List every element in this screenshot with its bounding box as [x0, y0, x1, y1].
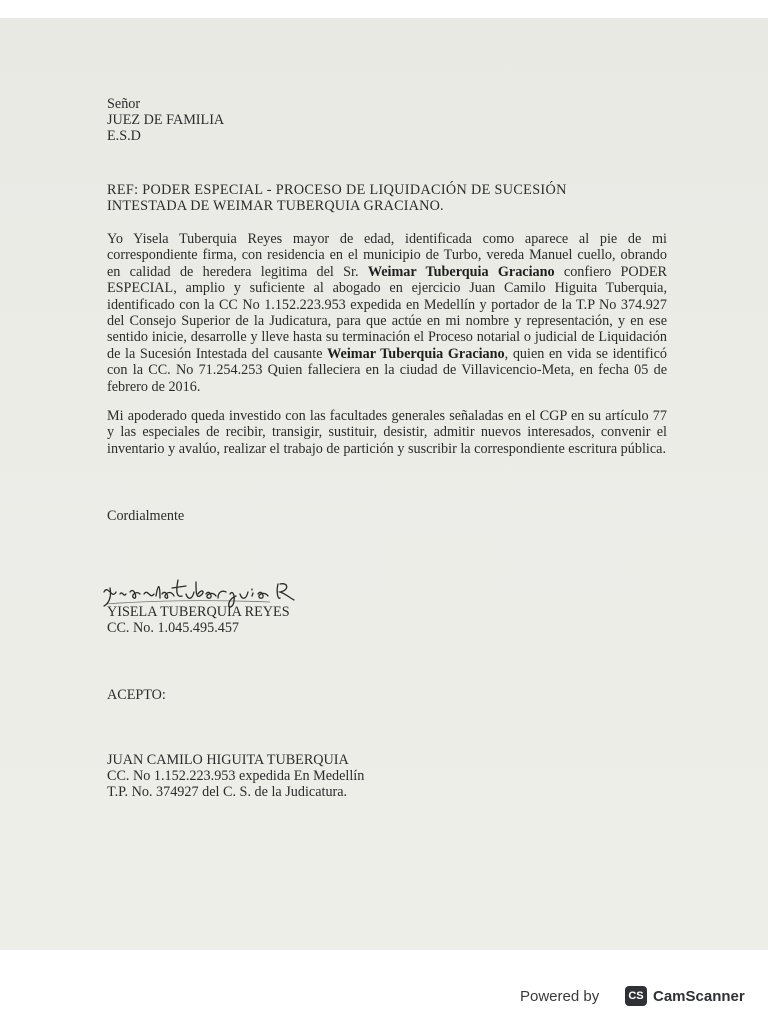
- attorney-block: [107, 752, 667, 800]
- reference-line-2: INTESTADA DE WEIMAR TUBERQUIA GRACIANO.: [107, 198, 444, 214]
- attorney-tp: T.P. No. 374927 del C. S. de la Judicatura.: [107, 784, 348, 800]
- powered-by-text: Powered by: [520, 988, 600, 1005]
- recipient-title: JUEZ DE FAMILIA: [107, 112, 225, 128]
- signer-block: [107, 604, 667, 636]
- accept-label: ACEPTO:: [107, 687, 166, 703]
- attorney-id: CC. No 1.152.223.953 expedida En Medellín: [107, 768, 365, 784]
- closing-text: Cordialmente: [107, 508, 185, 524]
- attorney-name: JUAN CAMILO HIGUITA TUBERQUIA: [107, 752, 349, 768]
- p1-text-b: confiero PODER ESPECIAL, amplio y suficiente al abogado en ejercicio Juan Camilo Higuita Tuberquia, identificado con la CC No 1.152.223.953 expedida en Medellín y portador de la T.P No 374.927 del Consejo Superior de la Judicatura, para que actúe en mi nombre y representación, y en ese sentido inicie, desarrolle y lleve hasta su terminación el Proceso notarial o judicial de Liquidación de la Sucesión Intestada del causante: [107, 263, 667, 362]
- reference-line-1: REF: PODER ESPECIAL - PROCESO DE LIQUIDACIÓN DE SUCESIÓN: [107, 182, 567, 198]
- p1-text-a: Yo Yisela Tuberquia Reyes mayor de edad, identificada como aparece al pie de mi correspondiente firma, con residencia en el municipio de Turbo, vereda Manuel cuello, obrando en calidad de heredera legitima del Sr.: [107, 231, 667, 280]
- scanned-page: [0, 18, 768, 950]
- p1-decedent-name-1: Weimar Tuberquia Graciano: [367, 263, 555, 280]
- signer-name: YISELA TUBERQUIA REYES: [107, 604, 290, 620]
- recipient-esd: E.S.D: [107, 128, 141, 144]
- scanner-footer: [0, 950, 768, 1024]
- p1-text-c: , quien en vida se identificó con la CC. No 71.254.253 Quien falleciera en la ciudad de Villavicencio-Meta, en fecha 05 de febrero de 2016.: [107, 345, 667, 395]
- body-paragraph-2: Mi apoderado queda investido con las facultades generales señaladas en el CGP en su artículo 77 y las especiales de recibir, transigir, sustituir, desistir, admitir nuevos interesados, convenir el inventario y avalúo, realizar el trabajo de partición y suscribir la correspondiente escritura pública.: [107, 408, 667, 457]
- camscanner-brand: CamScanner: [653, 988, 745, 1005]
- body-paragraph-1: [107, 231, 667, 395]
- recipient-salutation: Señor: [107, 96, 141, 112]
- reference-block: [107, 182, 667, 214]
- signer-id: CC. No. 1.045.495.457: [107, 620, 240, 636]
- recipient-block: [107, 96, 667, 144]
- camscanner-logo-icon: CS: [625, 986, 647, 1006]
- p1-decedent-name-2: Weimar Tuberquia Graciano: [327, 345, 505, 362]
